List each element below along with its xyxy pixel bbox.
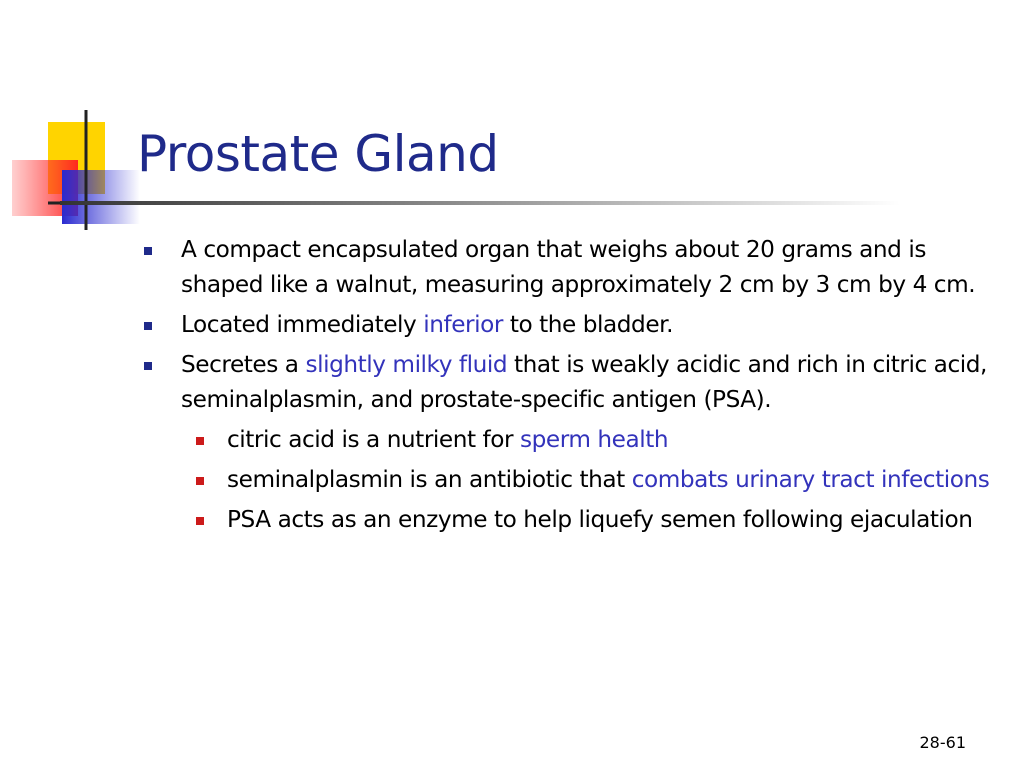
sub-bullet-psa <box>140 502 1000 537</box>
sub-bullet-citric-acid <box>140 422 1000 457</box>
highlight-term: inferior <box>423 311 503 338</box>
bullet-text: PSA acts as an enzyme to help liquefy semen following ejaculation <box>227 506 973 533</box>
bullet-text: Located immediately <box>181 311 424 338</box>
bullet-marker <box>144 322 152 330</box>
slide-title: Prostate Gland <box>137 125 499 183</box>
sub-bullet-marker <box>196 477 204 485</box>
blue-square <box>62 170 140 224</box>
bullet-text: seminalplasmin is an antibiotic that <box>227 466 632 493</box>
title-underline <box>60 201 900 205</box>
highlight-term: slightly milky fluid <box>305 351 508 378</box>
bullet-secretions <box>140 347 1000 417</box>
bullet-marker <box>144 247 152 255</box>
bullet-text: Secretes a <box>181 351 306 378</box>
bullet-text: A compact encapsulated organ that weighs about 20 grams and is shaped like a walnut, measuring approximately 2 cm by 3 cm by 4 cm. <box>181 236 976 298</box>
sub-bullet-marker <box>196 517 204 525</box>
bullet-marker <box>144 362 152 370</box>
slide-content <box>140 232 1000 542</box>
highlight-term: combats urinary tract infections <box>631 466 990 493</box>
bullet-text: citric acid is a nutrient for <box>227 426 520 453</box>
sub-bullet-marker <box>196 437 204 445</box>
bullet-text: that is weakly acidic and rich in citric acid, seminalplasmin, and prostate-specific antigen (PSA). <box>181 351 987 413</box>
bullet-location <box>140 307 1000 342</box>
highlight-term: sperm health <box>519 426 669 453</box>
sub-bullet-seminalplasmin <box>140 462 1000 497</box>
slide-number: 28-61 <box>919 733 966 752</box>
bullet-text: to the bladder. <box>502 311 674 338</box>
bullet-organ-description <box>140 232 1000 302</box>
